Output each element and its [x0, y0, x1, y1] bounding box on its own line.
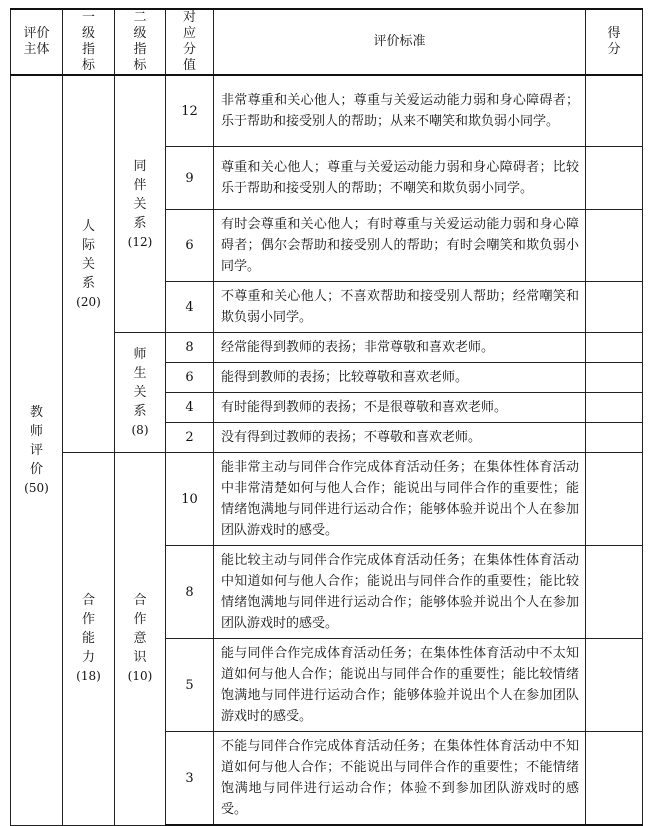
- level2-cell-awareness: 合作意识 (10): [115, 453, 166, 826]
- header-level1: 一级指标: [63, 9, 115, 75]
- header-grade: 得分: [586, 9, 643, 75]
- grade-cell[interactable]: [586, 282, 643, 333]
- criteria-text: 有时能得到教师的表扬；不是很尊敬和喜欢老师。: [214, 393, 586, 423]
- score-cell: 2: [166, 423, 214, 453]
- grade-cell[interactable]: [586, 393, 643, 423]
- evaluation-table: [10, 8, 643, 826]
- criteria-text: 没有得到过教师的表扬；不尊敬和喜欢老师。: [214, 423, 586, 453]
- score-cell: 8: [166, 333, 214, 363]
- grade-cell[interactable]: [586, 639, 643, 732]
- grade-cell[interactable]: [586, 453, 643, 546]
- grade-cell[interactable]: [586, 423, 643, 453]
- header-level2: 二级指标: [115, 9, 166, 75]
- score-cell: 6: [166, 363, 214, 393]
- grade-cell[interactable]: [586, 363, 643, 393]
- score-cell: 4: [166, 393, 214, 423]
- grade-cell[interactable]: [586, 75, 643, 147]
- criteria-text: 能与同伴合作完成体育活动任务；在集体性体育活动中不太知道如何与他人合作；能说出与同伴合作的重要性；能比较情绪饱满地与同伴进行运动合作；能够体验并说出个人在参加团队游戏时的感受。: [214, 639, 586, 732]
- criteria-text: 有时会尊重和关心他人；有时尊重与关爱运动能力弱和身心障碍者；偶尔会帮助和接受别人的帮助；有时会嘲笑和欺负弱小同学。: [214, 210, 586, 282]
- criteria-text: 能非常主动与同伴合作完成体育活动任务；在集体性体育活动中非常清楚如何与他人合作；能说出与同伴合作的重要性；能情绪饱满地与同伴进行运动合作；能够体验并说出个人在参加团队游戏时的感受。: [214, 453, 586, 546]
- criteria-text: 能比较主动与同伴合作完成体育活动任务；在集体性体育活动中知道如何与他人合作；能说出与同伴合作的重要性；能比较情绪饱满地与同伴进行运动合作；能够体验并说出个人在参加团队游戏时的感受。: [214, 546, 586, 639]
- level1-cell-relations: 人际关系 (20): [63, 75, 115, 453]
- criteria-text: 不能与同伴合作完成体育活动任务；在集体性体育活动中不知道如何与他人合作；不能说出与同伴合作的重要性；不能情绪饱满地与同伴进行运动合作；体验不到参加团队游戏时的感受。: [214, 732, 586, 826]
- score-cell: 8: [166, 546, 214, 639]
- header-subject: 评价主体: [11, 9, 63, 75]
- subject-cell: 教师评价 (50): [11, 75, 63, 825]
- header-row: [11, 9, 643, 75]
- criteria-row: [11, 453, 643, 546]
- criteria-text: 尊重和关心他人；尊重与关爱运动能力弱和身心障碍者；比较乐于帮助和接受别人的帮助；不嘲笑和欺负弱小同学。: [214, 147, 586, 210]
- score-cell: 4: [166, 282, 214, 333]
- score-cell: 9: [166, 147, 214, 210]
- criteria-text: 非常尊重和关心他人；尊重与关爱运动能力弱和身心障碍者；乐于帮助和接受别人的帮助；从来不嘲笑和欺负弱小同学。: [214, 75, 586, 147]
- score-cell: 12: [166, 75, 214, 147]
- header-criteria: 评价标准: [214, 9, 586, 75]
- score-cell: 5: [166, 639, 214, 732]
- criteria-text: 能得到教师的表扬；比较尊敬和喜欢老师。: [214, 363, 586, 393]
- evaluation-document: [10, 8, 642, 826]
- level1-cell-cooperation: 合作能力 (18): [63, 453, 115, 826]
- level2-cell-peer: 同伴关系 (12): [115, 75, 166, 333]
- level2-cell-teacher: 师生关系 (8): [115, 333, 166, 453]
- criteria-text: 经常能得到教师的表扬；非常尊敬和喜欢老师。: [214, 333, 586, 363]
- score-cell: 6: [166, 210, 214, 282]
- score-cell: 10: [166, 453, 214, 546]
- grade-cell[interactable]: [586, 147, 643, 210]
- header-score: 对应分值: [166, 9, 214, 75]
- criteria-row: [11, 75, 643, 147]
- grade-cell[interactable]: [586, 333, 643, 363]
- grade-cell[interactable]: [586, 732, 643, 826]
- score-cell: 3: [166, 732, 214, 826]
- grade-cell[interactable]: [586, 210, 643, 282]
- criteria-text: 不尊重和关心他人；不喜欢帮助和接受别人帮助；经常嘲笑和欺负弱小同学。: [214, 282, 586, 333]
- grade-cell[interactable]: [586, 546, 643, 639]
